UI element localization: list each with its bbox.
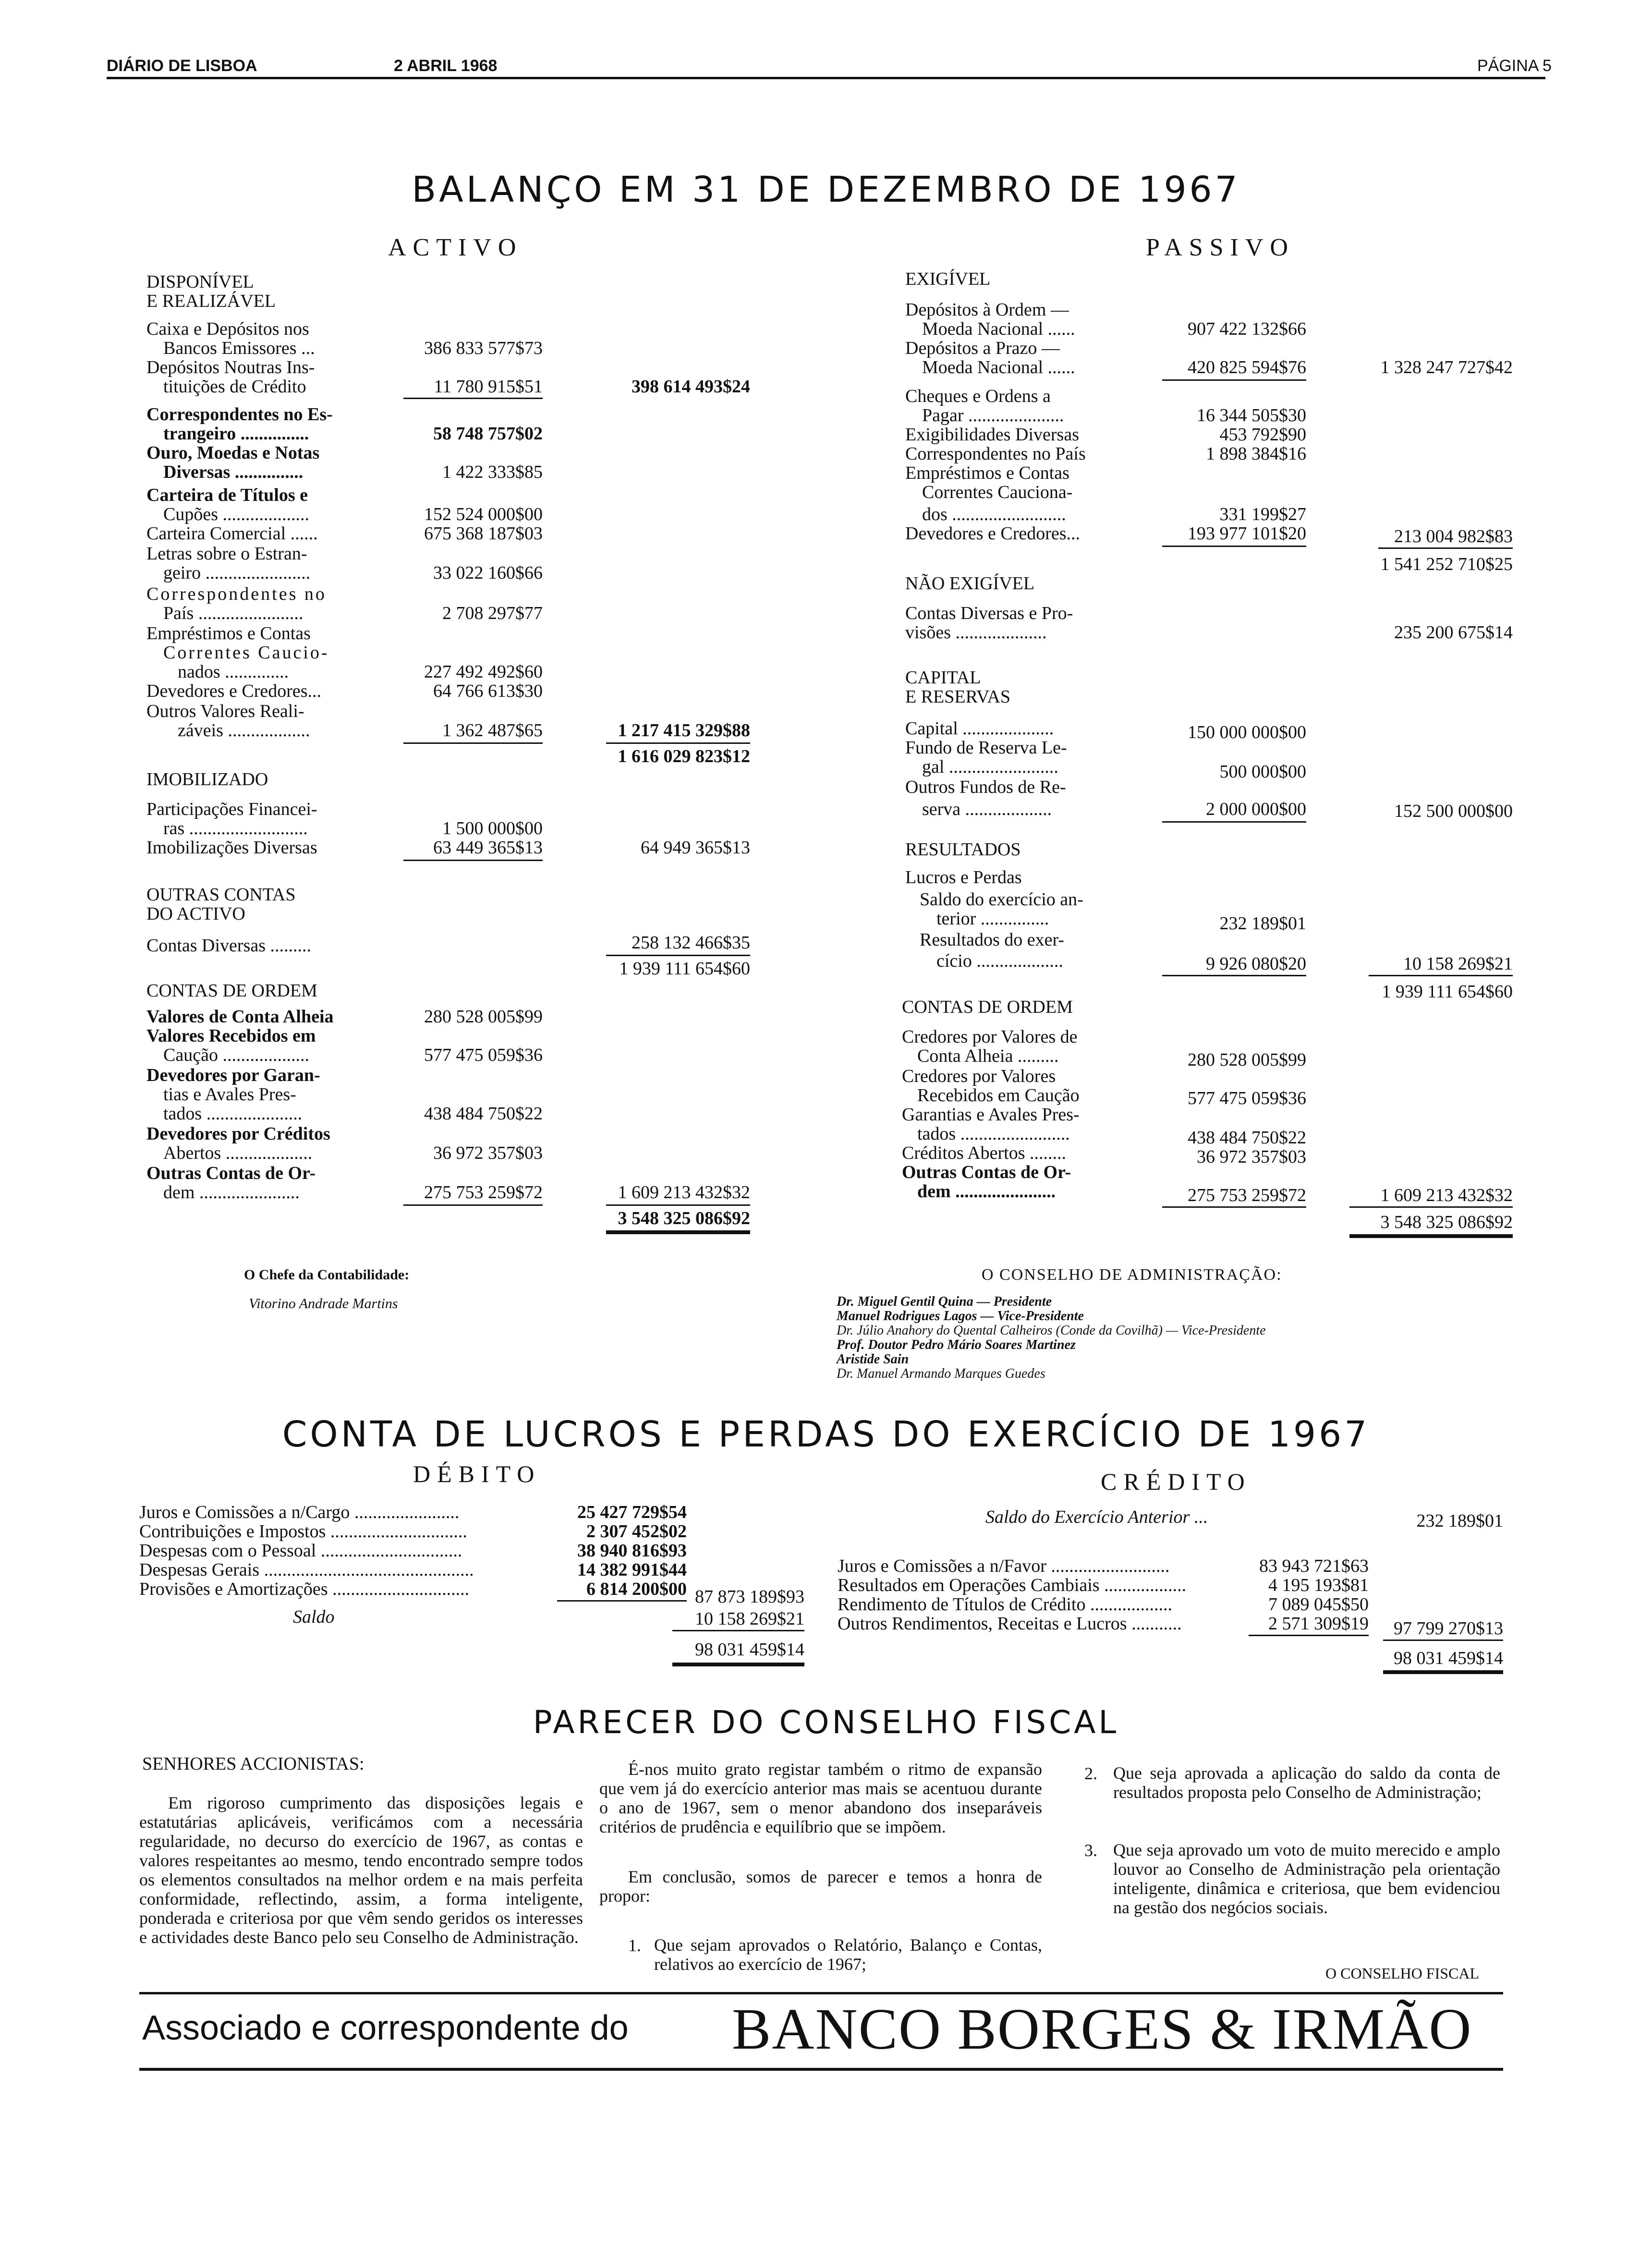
activo-label: Devedores e Credores... — [146, 681, 322, 701]
activo-label: Correspondentes no Es- — [146, 404, 333, 425]
passivo-subtotal: 152 500 000$00 — [1394, 801, 1513, 821]
rule — [1378, 547, 1513, 549]
passivo-value: 280 528 005$99 — [1188, 1050, 1306, 1070]
passivo-label: Correspondentes no País — [905, 444, 1086, 464]
activo-label: Valores Recebidos em — [146, 1026, 316, 1046]
passivo-subtotal: 213 004 982$83 — [1394, 526, 1513, 547]
passivo-exigivel-heading: EXIGÍVEL — [905, 269, 991, 289]
activo-label: tados ..................... — [163, 1104, 303, 1124]
credito-total: 98 031 459$14 — [1394, 1648, 1503, 1668]
passivo-value: 331 199$27 — [1219, 504, 1306, 524]
activo-label: Empréstimos e Contas — [146, 623, 311, 644]
activo-label: Correspondentes no — [146, 584, 327, 604]
parecer-paragraph — [139, 1793, 583, 1947]
page-number: PÁGINA 5 — [1477, 57, 1552, 75]
activo-disponivel-heading: DISPONÍVEL — [146, 272, 254, 292]
activo-label: Ouro, Moedas e Notas — [146, 443, 320, 463]
passivo-value: 500 000$00 — [1219, 762, 1306, 782]
passivo-label: Contas Diversas e Pro- — [905, 603, 1073, 623]
passivo-value: 150 000 000$00 — [1188, 722, 1306, 742]
passivo-value: 453 792$90 — [1219, 425, 1306, 445]
passivo-label: Resultados do exer- — [920, 930, 1065, 950]
passivo-label: Outras Contas de Or- — [902, 1162, 1071, 1182]
passivo-label: terior ............... — [936, 909, 1049, 929]
passivo-capital-heading: CAPITAL — [905, 668, 981, 688]
passivo-label: Conta Alheia ......... — [917, 1046, 1059, 1066]
double-rule — [1349, 1234, 1513, 1238]
parecer-item-text: Que seja aprovada a aplicação do saldo da conta de resultados proposta pelo Conselho de Administração; — [1113, 1763, 1500, 1802]
activo-label: záveis .................. — [178, 720, 310, 741]
parecer-item-number: 2. — [1084, 1764, 1097, 1783]
activo-label: Caixa e Depósitos nos — [146, 319, 309, 339]
conselho-member: Aristide Sain — [837, 1352, 909, 1367]
saldo-label: Saldo — [293, 1607, 335, 1627]
activo-label: tias e Avales Pres- — [163, 1084, 296, 1105]
newspaper-name: DIÁRIO DE LISBOA — [107, 57, 257, 75]
activo-total: 1 939 111 654$60 — [619, 959, 750, 979]
rule — [606, 742, 750, 744]
rule — [1369, 975, 1513, 976]
rule — [403, 860, 543, 861]
saldo-anterior-label: Saldo do Exercício Anterior ... — [985, 1507, 1208, 1527]
passivo-label: Saldo do exercício an- — [920, 889, 1083, 910]
passivo-label: tados ........................ — [917, 1124, 1070, 1144]
parecer-paragraph — [599, 1760, 1042, 1836]
activo-label: Contas Diversas ......... — [146, 935, 312, 956]
activo-heading: ACTIVO — [388, 234, 523, 261]
conselho-fiscal-signature: O CONSELHO FISCAL — [1325, 1965, 1480, 1982]
credito-value: 83 943 721$63 — [1259, 1556, 1369, 1576]
double-rule — [606, 1230, 750, 1234]
rule — [557, 1600, 687, 1602]
passivo-label: Correntes Cauciona- — [922, 482, 1073, 502]
parecer-item — [1113, 1840, 1500, 1917]
passivo-value: 420 825 594$76 — [1188, 357, 1306, 377]
passivo-label: Moeda Nacional ...... — [922, 357, 1075, 377]
parecer-title: PARECER DO CONSELHO FISCAL — [533, 1704, 1119, 1741]
activo-value: 1 422 333$85 — [442, 462, 543, 482]
passivo-label: Empréstimos e Contas — [905, 463, 1069, 483]
activo-label: nados .............. — [178, 662, 289, 682]
activo-label: Participações Financei- — [146, 799, 317, 819]
passivo-total: 1 541 252 710$25 — [1380, 554, 1513, 574]
passivo-nao-exigivel-heading: NÃO EXIGÍVEL — [905, 573, 1035, 594]
activo-label: Abertos ................... — [163, 1143, 313, 1163]
credito-sum: 97 799 270$13 — [1394, 1618, 1503, 1639]
passivo-label: Cheques e Ordens a — [905, 386, 1051, 406]
parecer-item-text: Que seja aprovado um voto de muito merecido e amplo louvor ao Conselho de Administração pela orientação inteligente, dinâmica e criteriosa, que bem evidenciou na gestão dos negócios sociais. — [1113, 1840, 1500, 1917]
passivo-label: Credores por Valores de — [902, 1027, 1078, 1047]
activo-value: 2 708 297$77 — [442, 603, 543, 623]
chefe-contabilidade-name: Vitorino Andrade Martins — [249, 1296, 398, 1312]
activo-subtotal: 64 949 365$13 — [641, 838, 750, 858]
passivo-label: Lucros e Perdas — [905, 867, 1022, 887]
parecer-paragraph-text: É-nos muito grato registar também o ritmo de expansão que vem já do exercício anterior mas mais se acentuou durante o ano de 1967, sem o menor abandono dos inseparáveis critérios de prudência e equilíbrio que se impõem. — [599, 1760, 1042, 1836]
parecer-paragraph — [599, 1867, 1042, 1906]
credito-label: Juros e Comissões a n/Favor .......................... — [838, 1556, 1170, 1576]
credito-label: Rendimento de Títulos de Crédito .................. — [838, 1594, 1172, 1615]
passivo-capital-heading-2: E RESERVAS — [905, 687, 1011, 707]
activo-label: Letras sobre o Estran- — [146, 544, 307, 564]
rule — [1162, 546, 1306, 547]
activo-value: 64 766 613$30 — [433, 681, 543, 701]
passivo-label: Devedores e Credores... — [905, 523, 1081, 544]
passivo-label: gal ........................ — [922, 757, 1058, 777]
passivo-label: Exigibilidades Diversas — [905, 425, 1079, 445]
passivo-label: Outros Fundos de Re- — [905, 777, 1066, 797]
conselho-member: Manuel Rodrigues Lagos — Vice-Presidente — [837, 1309, 1084, 1324]
activo-label: Carteira Comercial ...... — [146, 523, 318, 544]
passivo-value: 16 344 505$30 — [1197, 405, 1306, 425]
activo-value: 1 362 487$65 — [442, 720, 543, 741]
passivo-grand-total: 3 548 325 086$92 — [1380, 1212, 1513, 1232]
rule — [1162, 821, 1306, 823]
passivo-value: 9 926 080$20 — [1206, 954, 1306, 974]
passivo-value: 36 972 357$03 — [1197, 1147, 1306, 1167]
activo-value: 577 475 059$36 — [424, 1045, 543, 1065]
activo-label: Caução ................... — [163, 1045, 309, 1065]
debito-label: Despesas Gerais .............................................. — [139, 1560, 474, 1580]
conselho-administracao-label: O CONSELHO DE ADMINISTRAÇÃO: — [982, 1266, 1282, 1284]
passivo-subtotal: 10 158 269$21 — [1403, 954, 1513, 974]
saldo-anterior-value: 232 189$01 — [1416, 1511, 1503, 1531]
activo-value: 275 753 259$72 — [424, 1182, 543, 1202]
balance-title: BALANÇO EM 31 DE DEZEMBRO DE 1967 — [412, 169, 1240, 210]
header-rule — [107, 77, 1545, 79]
parecer-paragraph-text: Em rigoroso cumprimento das disposições legais e estatutárias aplicáveis, verificámos com a necessária regularidade, no decurso do exercício de 1967, as contas e valores respeitantes ao mesmo, tendo encontrado sempre todos os elementos consultados na melhor ordem e na mais perfeita conformidade, reflectindo, assim, a forma inteligente, ponderada e criteriosa por que vêm sendo geridos os interesses e actividades deste Banco pelo seu Conselho de Administração. — [139, 1793, 583, 1947]
debito-label: Provisões e Amortizações .............................. — [139, 1579, 470, 1599]
passivo-value: 907 422 132$66 — [1188, 319, 1306, 339]
activo-value: 675 368 187$03 — [424, 523, 543, 544]
passivo-subtotal: 1 609 213 432$32 — [1380, 1185, 1513, 1205]
rule — [403, 398, 543, 399]
lucros-title: CONTA DE LUCROS E PERDAS DO EXERCÍCIO DE 1967 — [282, 1414, 1370, 1455]
activo-label: Diversas ............... — [163, 462, 304, 482]
passivo-label: Capital .................... — [905, 718, 1054, 739]
activo-value: 152 524 000$00 — [424, 504, 543, 524]
activo-outras-contas-heading: OUTRAS CONTAS — [146, 885, 296, 905]
rule — [403, 742, 543, 744]
activo-label: País ....................... — [163, 603, 304, 623]
passivo-label: Credores por Valores — [902, 1066, 1056, 1086]
passivo-label: Depósitos à Ordem — — [905, 300, 1069, 320]
passivo-label: Pagar ..................... — [922, 405, 1064, 425]
footer-top-rule — [139, 1992, 1503, 1994]
footer-bank-name: BANCO BORGES & IRMÃO — [732, 1997, 1472, 2062]
passivo-value: 438 484 750$22 — [1188, 1128, 1306, 1148]
activo-subtotal: 398 614 493$24 — [632, 376, 750, 397]
parecer-item-number: 3. — [1084, 1841, 1097, 1860]
issue-date: 2 ABRIL 1968 — [394, 57, 498, 75]
activo-label: Outras Contas de Or- — [146, 1163, 316, 1183]
activo-value: 36 972 357$03 — [433, 1143, 543, 1163]
passivo-label: dos ......................... — [922, 504, 1066, 524]
passivo-value: 193 977 101$20 — [1188, 523, 1306, 544]
rule — [1162, 975, 1306, 976]
activo-subtotal: 1 217 415 329$88 — [618, 720, 750, 741]
passivo-value: 1 898 384$16 — [1206, 444, 1306, 464]
activo-label: ras .......................... — [163, 818, 308, 838]
activo-label: Bancos Emissores ... — [163, 338, 315, 358]
activo-value: 11 780 915$51 — [434, 376, 543, 397]
activo-label: tituições de Crédito — [163, 376, 306, 397]
activo-imobilizado-heading: IMOBILIZADO — [146, 769, 268, 789]
passivo-value: 275 753 259$72 — [1188, 1185, 1306, 1205]
footer-lead: Associado e correspondente do — [142, 2009, 629, 2047]
passivo-label: serva ................... — [922, 799, 1052, 819]
passivo-label: visões .................... — [905, 622, 1047, 643]
activo-value: 280 528 005$99 — [424, 1007, 543, 1027]
rule — [1162, 379, 1306, 381]
rule — [403, 1204, 543, 1206]
passivo-label: Moeda Nacional ...... — [922, 319, 1075, 339]
activo-value: 33 022 160$66 — [433, 563, 543, 583]
activo-label: Carteira de Títulos e — [146, 485, 308, 505]
credito-value: 7 089 045$50 — [1268, 1594, 1369, 1615]
activo-label: Devedores por Créditos — [146, 1124, 330, 1144]
double-rule — [1383, 1670, 1503, 1674]
passivo-subtotal: 1 328 247 727$42 — [1380, 357, 1513, 377]
conselho-member: Dr. Manuel Armando Marques Guedes — [837, 1366, 1045, 1381]
debito-value: 2 307 452$02 — [586, 1521, 687, 1542]
rule — [606, 955, 750, 956]
credito-label: Resultados em Operações Cambiais .................. — [838, 1575, 1187, 1595]
activo-label: Valores de Conta Alheia — [146, 1007, 334, 1027]
activo-label: geiro ....................... — [163, 563, 311, 583]
activo-value: 63 449 365$13 — [433, 838, 543, 858]
debito-value: 25 427 729$54 — [577, 1502, 687, 1522]
parecer-paragraph-text: Em conclusão, somos de parecer e temos a honra de propor: — [599, 1867, 1042, 1906]
debito-value: 14 382 991$44 — [577, 1560, 687, 1580]
passivo-contas-ordem-heading: CONTAS DE ORDEM — [902, 997, 1073, 1017]
saldo-value: 10 158 269$21 — [695, 1609, 804, 1629]
activo-label: Depósitos Noutras Ins- — [146, 357, 315, 377]
credito-value: 2 571 309$19 — [1268, 1614, 1369, 1634]
activo-disponivel-heading-2: E REALIZÁVEL — [146, 291, 276, 311]
passivo-label: Fundo de Reserva Le- — [905, 738, 1067, 758]
activo-contas-ordem-heading: CONTAS DE ORDEM — [146, 981, 317, 1001]
activo-label: Imobilizações Diversas — [146, 838, 317, 858]
rule — [1383, 1640, 1503, 1641]
debito-value: 38 940 816$93 — [577, 1541, 687, 1561]
passivo-resultados-heading: RESULTADOS — [905, 839, 1021, 860]
activo-value: 438 484 750$22 — [424, 1104, 543, 1124]
passivo-value: 577 475 059$36 — [1188, 1088, 1306, 1108]
conselho-member: Dr. Miguel Gentil Quina — Presidente — [837, 1294, 1052, 1309]
activo-label: trangeiro ............... — [163, 424, 309, 444]
activo-label: Devedores por Garan- — [146, 1065, 320, 1085]
conselho-member: Dr. Júlio Anahory do Quental Calheiros (Conde da Covilhã) — Vice-Presidente — [837, 1323, 1266, 1338]
activo-label: Correntes Caucio- — [163, 643, 329, 663]
passivo-value: 2 000 000$00 — [1206, 799, 1306, 819]
activo-value: 227 492 492$60 — [424, 662, 543, 682]
passivo-subtotal: 235 200 675$14 — [1394, 622, 1513, 643]
parecer-item — [654, 1935, 1042, 1974]
activo-grand-total: 3 548 325 086$92 — [618, 1208, 750, 1228]
activo-subtotal: 1 609 213 432$32 — [618, 1182, 750, 1202]
conselho-member: Prof. Doutor Pedro Mário Soares Martinez — [837, 1337, 1076, 1352]
footer-bottom-rule — [139, 2068, 1503, 2071]
credito-heading: CRÉDITO — [1101, 1468, 1251, 1495]
debito-label: Despesas com o Pessoal ............................... — [139, 1541, 462, 1561]
activo-label: Cupões ................... — [163, 504, 309, 524]
parecer-item-number: 1. — [628, 1936, 641, 1955]
passivo-label: Depósitos a Prazo — — [905, 338, 1060, 358]
parecer-salutation: SENHORES ACCIONISTAS: — [142, 1754, 364, 1774]
passivo-heading: PASSIVO — [1146, 234, 1295, 261]
passivo-label: dem ...................... — [917, 1181, 1056, 1202]
debito-sum: 87 873 189$93 — [695, 1587, 804, 1607]
rule — [672, 1630, 804, 1631]
passivo-total: 1 939 111 654$60 — [1382, 982, 1513, 1002]
passivo-label: Recebidos em Caução — [917, 1085, 1080, 1105]
activo-value: 58 748 757$02 — [433, 424, 543, 444]
rule — [1162, 1206, 1306, 1208]
activo-value: 1 500 000$00 — [442, 818, 543, 838]
parecer-item — [1113, 1763, 1500, 1802]
debito-label: Contribuições e Impostos .............................. — [139, 1521, 467, 1542]
activo-label: dem ...................... — [163, 1182, 300, 1202]
rule — [1349, 1206, 1513, 1208]
activo-label: Outros Valores Reali- — [146, 701, 304, 721]
rule — [606, 1204, 750, 1206]
activo-subtotal: 258 132 466$35 — [632, 933, 750, 953]
passivo-label: Garantias e Avales Pres- — [902, 1105, 1080, 1125]
debito-heading: DÉBITO — [413, 1460, 541, 1487]
double-rule — [672, 1663, 804, 1666]
credito-label: Outros Rendimentos, Receitas e Lucros ........... — [838, 1614, 1182, 1634]
parecer-item-text: Que sejam aprovados o Relatório, Balanço e Contas, relativos ao exercício de 1967; — [654, 1935, 1042, 1974]
chefe-contabilidade-label: O Chefe da Contabilidade: — [244, 1267, 410, 1283]
debito-label: Juros e Comissões a n/Cargo ....................... — [139, 1502, 460, 1522]
debito-total: 98 031 459$14 — [695, 1640, 804, 1660]
rule — [1249, 1635, 1369, 1636]
credito-value: 4 195 193$81 — [1268, 1575, 1369, 1595]
passivo-value: 232 189$01 — [1219, 913, 1306, 934]
activo-value: 386 833 577$73 — [424, 338, 543, 358]
activo-outras-contas-heading-2: DO ACTIVO — [146, 904, 245, 924]
debito-value: 6 814 200$00 — [586, 1579, 687, 1599]
activo-total: 1 616 029 823$12 — [618, 746, 750, 766]
passivo-label: Créditos Abertos ........ — [902, 1143, 1066, 1163]
passivo-label: cício ................... — [936, 951, 1063, 971]
